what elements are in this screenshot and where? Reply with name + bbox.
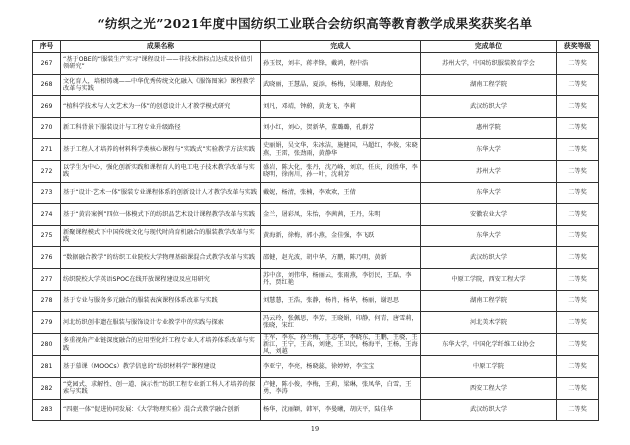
cell-no: 272 [33,160,61,182]
cell-people: 戴妮，杨清，张楠，李欢欢，王倩 [261,182,421,204]
cell-no: 279 [33,312,61,334]
cell-unit: 湖南工程学院 [421,290,557,312]
cell-grade: 二等奖 [557,139,599,161]
cell-no: 276 [33,247,61,269]
cell-unit: 中原工学院 [421,356,557,378]
cell-grade: 二等奖 [557,290,599,312]
cell-no: 280 [33,333,61,356]
header-people: 完成人 [261,41,421,53]
cell-grade: 二等奖 [557,96,599,118]
cell-people: 孙玉钗，刘丰，蒋孝锋，戴鸿，程中浩 [261,53,421,75]
cell-grade: 二等奖 [557,247,599,269]
cell-people: 刘凡，邓靖，钟蔚，黄龙飞，李莉 [261,96,421,118]
cell-grade: 二等奖 [557,160,599,182]
cell-people: 李亚宁，李亮，杨晓蕊，徐婷婷，李宝宝 [261,356,421,378]
cell-no: 273 [33,182,61,204]
cell-no: 278 [33,290,61,312]
cell-name: 基于“黄岩案例”四位一体模式下的纺织品艺术设计课程教学改革与实践 [61,204,261,226]
cell-no: 282 [33,377,61,399]
cell-people: 刘慧慧，王浩，张静，杨肖，杨华，杨丽，谢思思 [261,290,421,312]
cell-people: 武晓丽，王慧晶，夏添，杨梅，吴珊珊，殷海伦 [261,74,421,96]
cell-people: 金兰，屠彩凤，朱怡，李茜茜，王丹，朱明 [261,204,421,226]
table-row [33,290,599,312]
cell-name: 多重视角产业链深度融合的应用型化纤工程专业人才培养体系改革与实践 [61,333,261,356]
cell-unit: 东华大学 [421,225,557,247]
table-row [33,182,599,204]
table-row [33,117,599,139]
cell-no: 270 [33,117,61,139]
cell-no: 275 [33,225,61,247]
cell-name: 以学生为中心，强化创新实践和课程育人的电工电子技术教学改革与实践 [61,160,261,182]
header-grade: 获奖等级 [557,41,599,53]
cell-name: 纺织院校大学英语SPOC在线开放课程建设及应用研究 [61,268,261,290]
cell-unit: 东华大学 [421,182,557,204]
cell-name: 基于慕课（MOOCs）教学信息的“纺织材料学”课程建设 [61,356,261,378]
cell-name: “植科学技术与人文艺术为一体”的创意设计人才教学模式研究 [61,96,261,118]
cell-unit: 西安工程大学 [421,377,557,399]
cell-name: 新工科背景下服装设计与工程专业升级路径 [61,117,261,139]
cell-people: 刘小红，刘心，贺新华，董璐璐，孔群芳 [261,117,421,139]
table-row [33,399,599,421]
cell-name: 文化育人，培根铸魂——中华优秀传统文化融入《服饰图案》课程教学改革与实践 [61,74,261,96]
cell-grade: 二等奖 [557,356,599,378]
table-row [33,160,599,182]
cell-no: 271 [33,139,61,161]
cell-grade: 二等奖 [557,53,599,75]
cell-no: 274 [33,204,61,226]
award-table [32,40,599,421]
table-row [33,74,599,96]
cell-grade: 二等奖 [557,225,599,247]
cell-unit: 湖南工程学院 [421,74,557,96]
cell-unit: 东华大学，中国化学纤维工业协会 [421,333,557,356]
page-title: “纺织之光”2021年度中国纺织工业联合会纺织高等教育教学成果奖获奖名单 [97,16,533,31]
cell-name: 基于工程人才培养的材料科学类核心课程与“实践式”实验教学方法实践 [61,139,261,161]
table-header-row [33,41,599,53]
cell-unit: 武汉纺织大学 [421,247,557,269]
cell-grade: 二等奖 [557,182,599,204]
table-row [33,377,599,399]
table-row [33,268,599,290]
cell-unit: 武汉纺织大学 [421,399,557,421]
cell-unit: 武汉纺织大学 [421,96,557,118]
cell-unit: 河北美术学院 [421,312,557,334]
cell-name: 新聚课程模式下中国传统文化与现代时尚育机融合的服装教学改革与实践 [61,225,261,247]
cell-name: “四驱一体”促进协同发展：《大学物理实验》混合式教学融合创新 [61,399,261,421]
cell-unit: 苏州大学 [421,160,557,182]
cell-no: 277 [33,268,61,290]
cell-name: “党园式、求解性、创一道、演示性”纺织工程专业新工科人才培养的探索与实践 [61,377,261,399]
table-row [33,312,599,334]
cell-no: 269 [33,96,61,118]
cell-grade: 二等奖 [557,117,599,139]
table-row [33,247,599,269]
page-number: 19 [310,425,320,433]
cell-unit: 东华大学 [421,139,557,161]
header-unit: 完成单位 [421,41,557,53]
cell-grade: 二等奖 [557,333,599,356]
table-row [33,53,599,75]
cell-people: 史丽娟，吴文华，朱冰洁，施健国，马超红，李俊，宋晓燕，王雷，张劲雨，黄静华 [261,139,421,161]
cell-people: 杨华，沈丽颖，韩军，李曼曦，胡庆平，陆佳华 [261,399,421,421]
table-row [33,356,599,378]
cell-grade: 二等奖 [557,204,599,226]
table-row [33,333,599,356]
cell-unit: 苏州大学，中国纺织服装教育学会 [421,53,557,75]
table-row [33,225,599,247]
cell-name: 基于专业与服务多元融合的服装表演课程体系改革与实践 [61,290,261,312]
cell-people: 黄海新，徐梅，郭小燕，金佳强，李飞跃 [261,225,421,247]
cell-grade: 二等奖 [557,377,599,399]
cell-no: 283 [33,399,61,421]
cell-people: 盛岩，陈大化，张丹，沈乃峰，刘京，任庆，段胜华，李晓明，徐南川，孙一叶，沈莉芳 [261,160,421,182]
cell-grade: 二等奖 [557,74,599,96]
cell-no: 281 [33,356,61,378]
cell-name: “基于OBE的“服装生产实习”课程设计——非技术指标点达成及价值引领研究” [61,53,261,75]
cell-grade: 二等奖 [557,268,599,290]
cell-people: 卢健，陈小俊，李梅，王莉，梁琳，张凤华，白雪，王勇，李涛 [261,377,421,399]
cell-people: 邵健，赵光波，胡中华，方鹏，陈乃明，黄新 [261,247,421,269]
cell-unit: 惠州学院 [421,117,557,139]
table-row [33,96,599,118]
cell-name: 河北纺织创非遗在服装与服饰设计专业教学中的实践与探索 [61,312,261,334]
cell-people: 冯云玲，张佩思，李芳，王晓娟，印静，何青，唐雪莉，张晓，宋红 [261,312,421,334]
cell-grade: 二等奖 [557,399,599,421]
header-no: 序号 [33,41,61,53]
cell-name: 基于“设计·艺术一体”服装专业课程体系的创新设计人才教学改革与实践 [61,182,261,204]
cell-no: 267 [33,53,61,75]
header-name: 成果名称 [61,41,261,53]
cell-unit: 安徽农业大学 [421,204,557,226]
table-row [33,139,599,161]
cell-people: 苏中彦，刘伟华，杨丽云，张雨燕，李衍民，王磊，李丹，贾红艳 [261,268,421,290]
cell-unit: 中原工学院，西安工程大学 [421,268,557,290]
cell-name: “数据融合教学”的纺织工业院校大学物理基础课混合式教学改革与实践 [61,247,261,269]
cell-no: 268 [33,74,61,96]
table-row [33,204,599,226]
cell-grade: 二等奖 [557,312,599,334]
cell-people: 王军，李东，孙兰梅，王志华，李晓东，王鹏，王骁，王新江，王宁，王高，刘建，王卫民，杨海平，王杨，王海风，刘越 [261,333,421,356]
